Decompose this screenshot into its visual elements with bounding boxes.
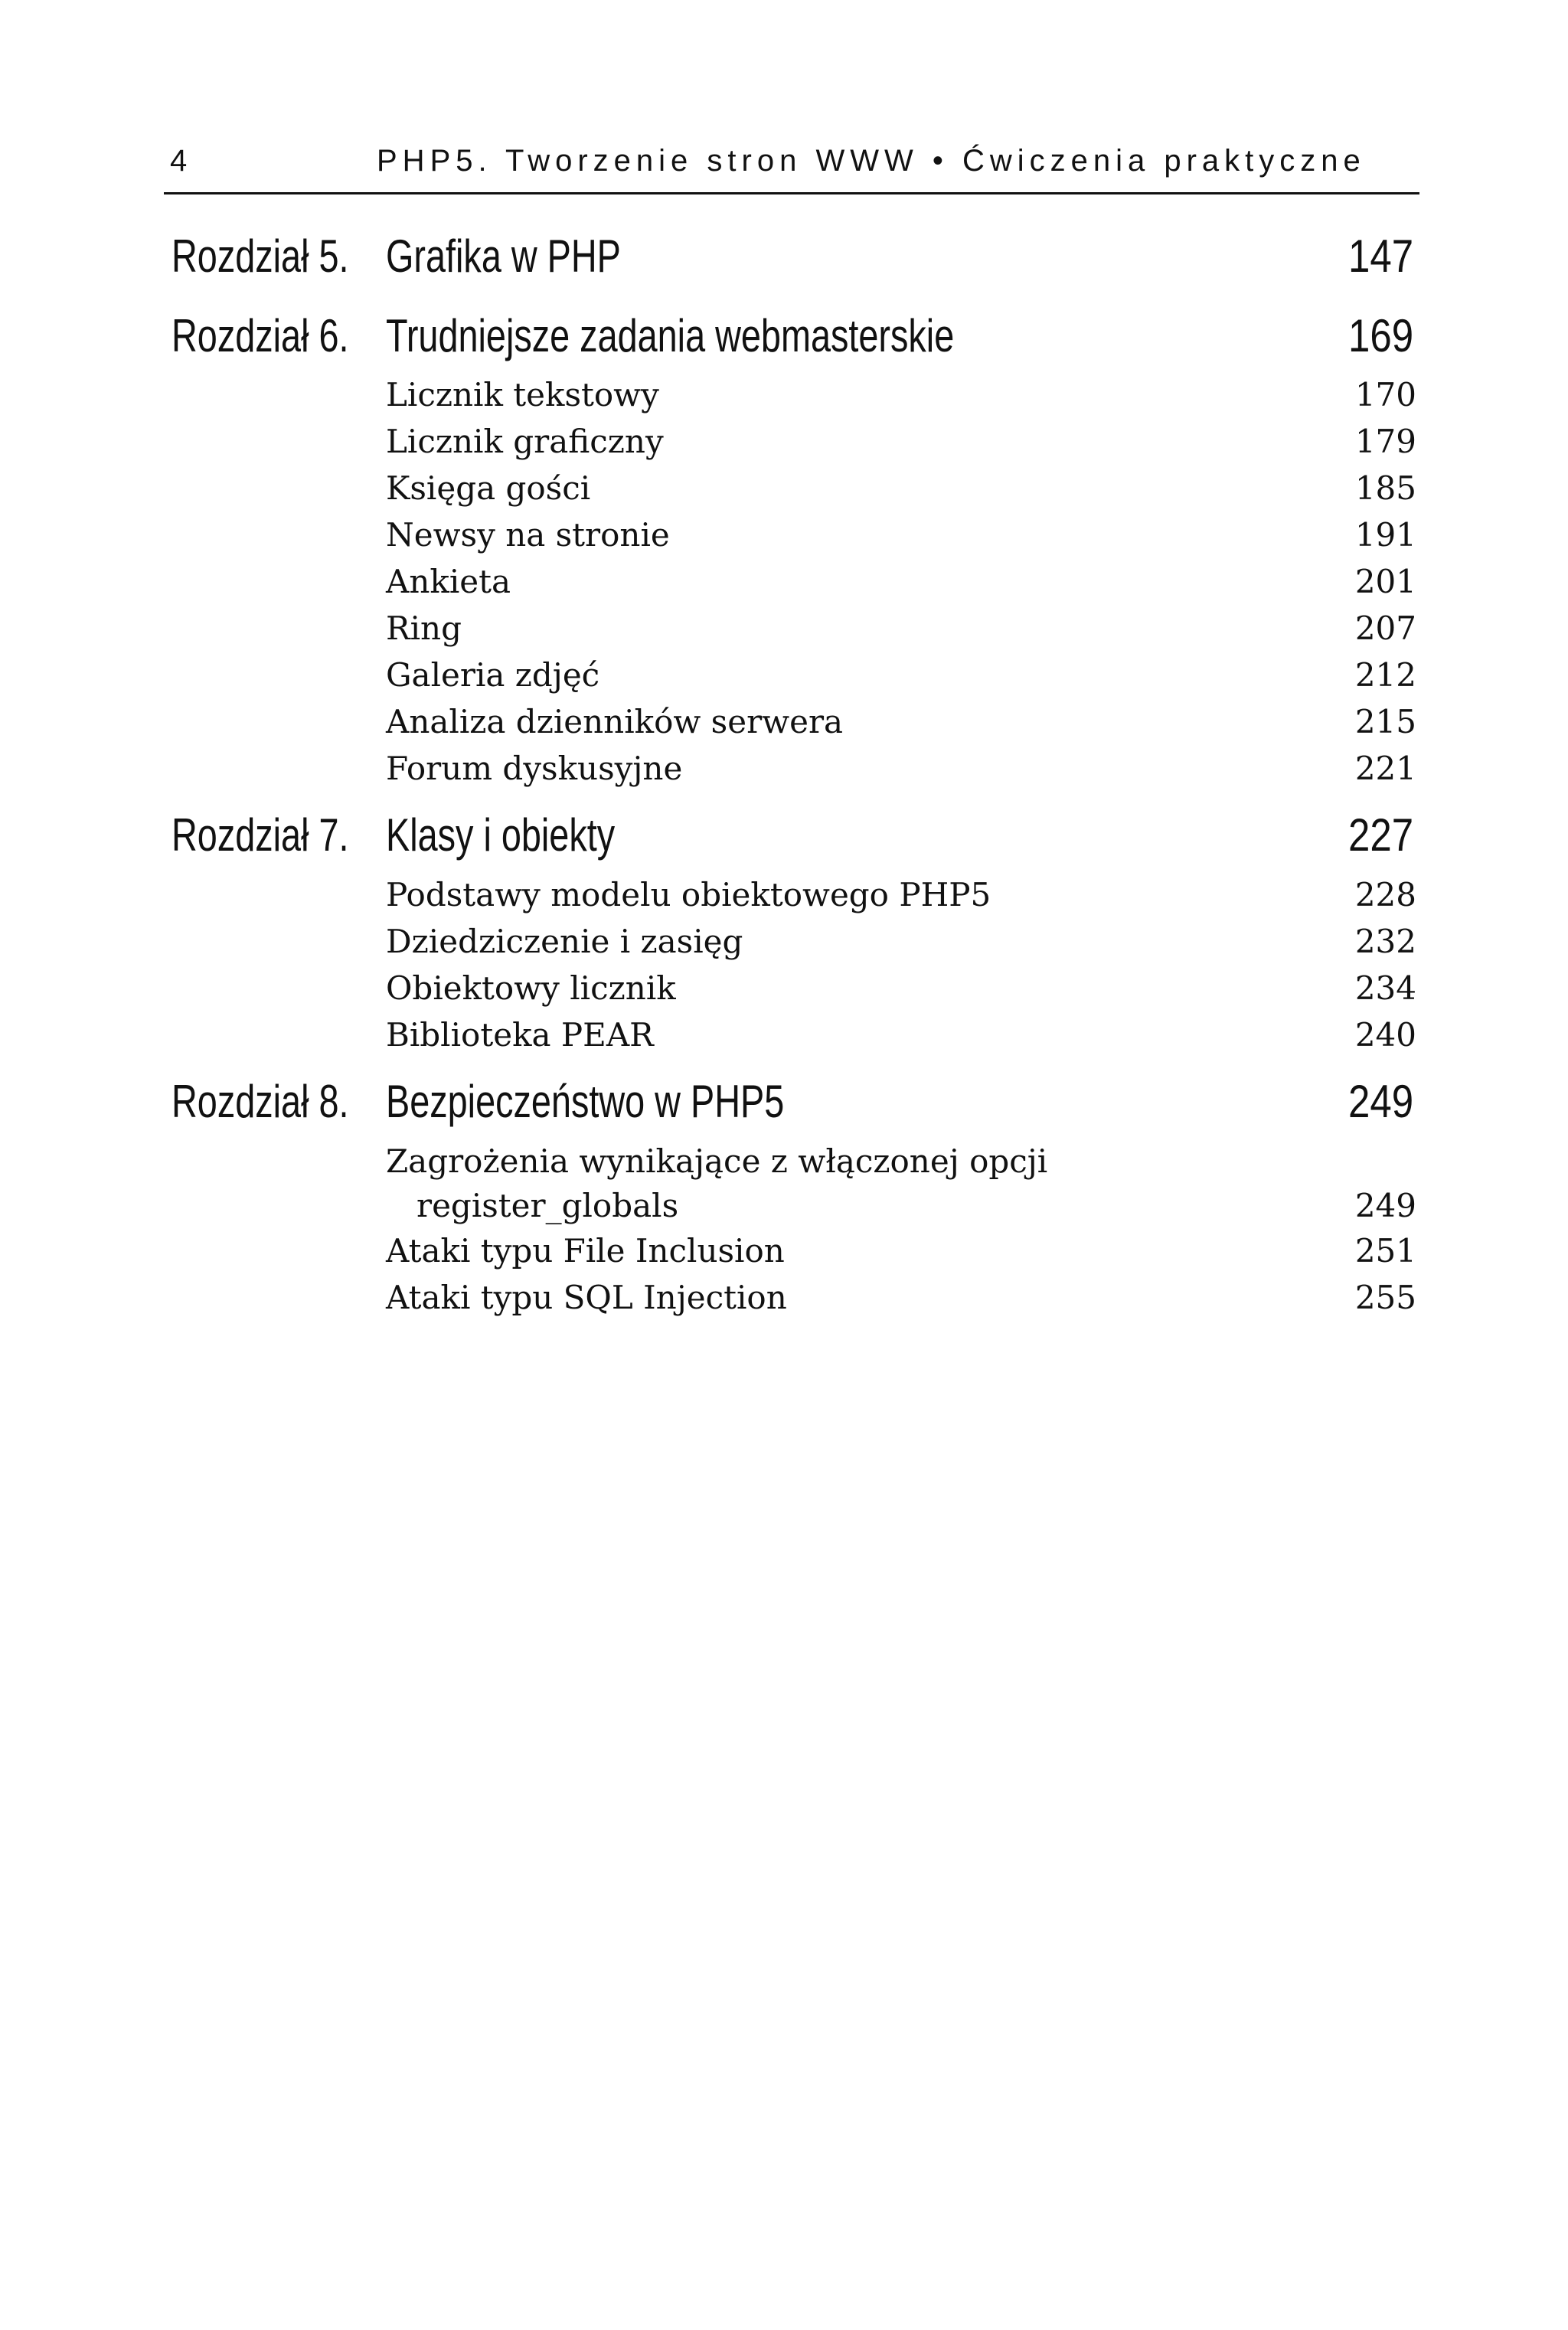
section-page: 185: [1354, 469, 1416, 507]
section-title: Newsy na stronie: [386, 516, 670, 554]
chapter-label: Rozdział 5.: [172, 230, 349, 282]
section-title: Analiza dzienników serwera: [386, 703, 844, 740]
chapter-title: Bezpieczeństwo w PHP5: [386, 1076, 785, 1127]
section-title: Galeria zdjęć: [386, 656, 600, 694]
section-title: Licznik graficzny: [386, 423, 664, 460]
section-title-continuation: register_globals: [416, 1187, 679, 1224]
section-page: 215: [1354, 703, 1416, 740]
section-title: Ring: [386, 609, 462, 647]
book-title: PHP5. Tworzenie stron WWW • Ćwiczenia praktyczne: [377, 144, 1366, 178]
section-page: 228: [1354, 876, 1416, 913]
chapter-label: Rozdział 6.: [172, 310, 349, 361]
chapter-page: 147: [1348, 230, 1413, 282]
section-page: 191: [1354, 516, 1416, 554]
page-number: 4: [170, 144, 188, 178]
section-page: 251: [1354, 1232, 1416, 1270]
section-title: Licznik tekstowy: [386, 376, 659, 413]
chapter-page: 227: [1348, 809, 1413, 861]
section-page: 232: [1354, 923, 1416, 960]
section-title: Dziedziczenie i zasięg: [386, 923, 743, 960]
section-page: 201: [1354, 563, 1416, 600]
chapter-page: 169: [1348, 310, 1413, 361]
chapter-title: Klasy i obiekty: [386, 809, 616, 861]
section-title: Ataki typu File Inclusion: [386, 1232, 785, 1270]
running-header: [167, 144, 1423, 190]
toc-chapter-7: [167, 809, 1419, 867]
toc-section: [386, 1140, 1416, 1229]
section-page: 234: [1354, 969, 1416, 1007]
chapter-page: 249: [1348, 1076, 1413, 1127]
section-page: 179: [1354, 423, 1416, 460]
header-rule: [164, 192, 1419, 194]
toc-chapter-5: [167, 230, 1419, 288]
section-page: 255: [1354, 1279, 1416, 1316]
chapter-title: Trudniejsze zadania webmasterskie: [386, 310, 955, 361]
section-title: Ankieta: [386, 563, 511, 600]
toc-chapter-6: [167, 309, 1419, 368]
section-title: Zagrożenia wynikające z włączonej opcji: [386, 1142, 1048, 1180]
section-title: Obiektowy licznik: [386, 969, 676, 1007]
section-title: Biblioteka PEAR: [386, 1016, 654, 1054]
section-title: Podstawy modelu obiektowego PHP5: [386, 876, 991, 913]
section-title: Księga gości: [386, 469, 591, 507]
section-page: 221: [1354, 750, 1416, 787]
section-page: 249: [1354, 1187, 1416, 1224]
chapter-label: Rozdział 8.: [172, 1076, 349, 1127]
section-title: Forum dyskusyjne: [386, 750, 683, 787]
chapter-label: Rozdział 7.: [172, 809, 349, 861]
toc-chapter-8: [167, 1075, 1419, 1133]
section-page: 240: [1354, 1016, 1416, 1054]
section-title: Ataki typu SQL Injection: [386, 1279, 787, 1316]
section-page: 170: [1354, 376, 1416, 413]
chapter-title: Grafika w PHP: [386, 230, 621, 282]
section-page: 207: [1354, 609, 1416, 647]
section-page: 212: [1354, 656, 1416, 694]
